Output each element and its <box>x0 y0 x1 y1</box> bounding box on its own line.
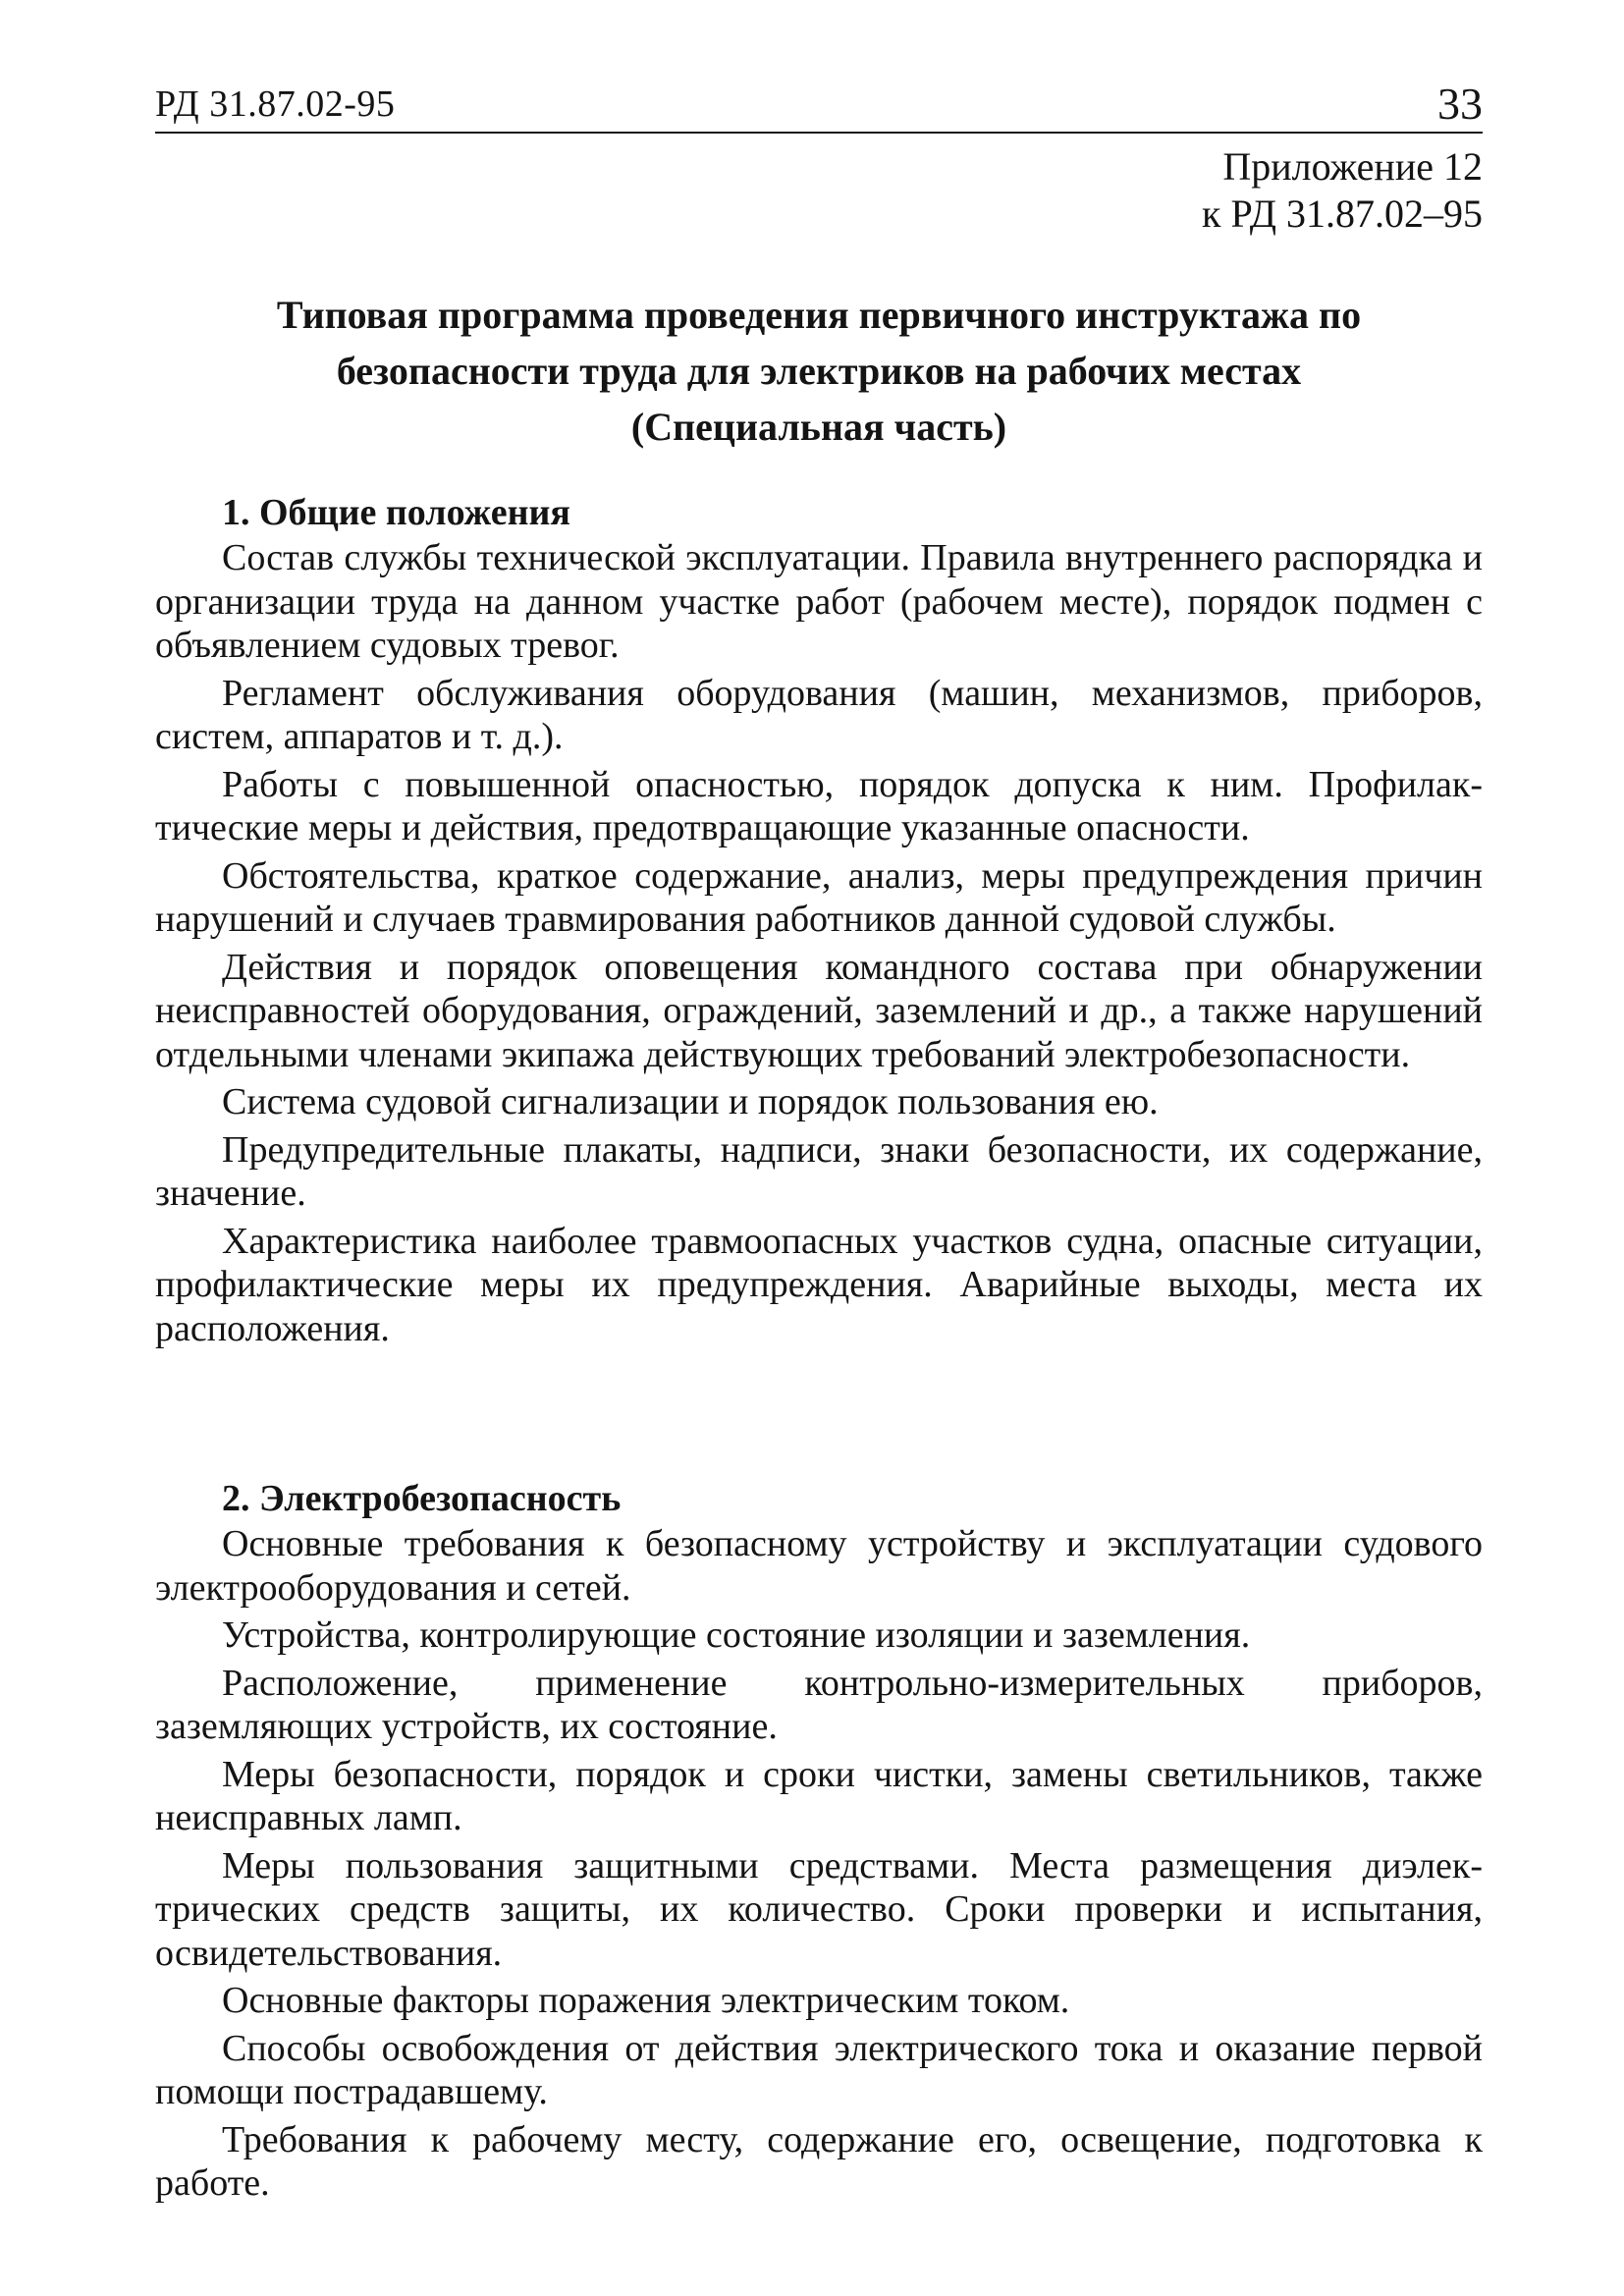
paragraph: Действия и порядок оповещения командного состава при обнаружении неисправностей оборудования, ограждений, заземлений и др., а также нарушений отдельными членами экипажа действующих требований электробезопасности. <box>155 946 1483 1075</box>
paragraph: Основные требования к безопасному устройству и эксплуатации судового электрооборудования и сетей. <box>155 1523 1483 1609</box>
title-line: Типовая программа проведения первичного инструктажа по <box>276 293 1362 337</box>
paragraph: Устройства, контролирующие состояние изоляции и заземления. <box>222 1614 1251 1656</box>
section-electrical-safety <box>155 1477 1483 2210</box>
appendix-label: Приложение 12 <box>1222 144 1483 189</box>
paragraph: Регламент обслуживания оборудования (машин, механизмов, приборов, систем, аппаратов и т. д.). <box>155 672 1483 757</box>
paragraph: Расположение, применение контрольно-измерительных приборов, заземляющих устройств, их состояние. <box>155 1662 1483 1747</box>
paragraph: Способы освобождения от действия электрического тока и оказание первой помощи пострадавшему. <box>155 2027 1483 2112</box>
paragraph: Состав службы технической эксплуатации. Правила внутреннего распорядка и организации труда на данном участке работ (рабочем месте), порядок подмен с объявлением судовых тревог. <box>155 537 1483 666</box>
appendix-reference <box>1202 143 1483 238</box>
paragraph: Основные факторы поражения электрическим током. <box>222 1980 1070 2021</box>
page-number: 33 <box>1437 79 1483 129</box>
paragraph: Работы с повышенной опасностью, порядок допуска к ним. Профилактические меры и действия, предотвращающие указанные опасности. <box>155 763 1483 848</box>
section-heading: 1. Общие положения <box>222 492 570 533</box>
paragraph: Обстоятельства, краткое содержание, анализ, меры предупреждения причин нарушений и случаев травмирования работников данной судовой службы. <box>155 854 1483 940</box>
section-heading: 2. Электробезопасность <box>222 1478 622 1519</box>
paragraph: Характеристика наиболее травмоопасных участков судна, опасные ситуации, профилактические меры их предупреждения. Аварийные выходы, места их расположения. <box>155 1220 1483 1349</box>
paragraph: Система судовой сигнализации и порядок пользования ею. <box>222 1081 1159 1122</box>
section-general-provisions <box>155 491 1483 1354</box>
appendix-doc-reference: к РД 31.87.02–95 <box>1202 191 1483 236</box>
document-code: РД 31.87.02-95 <box>155 83 396 125</box>
paragraph: Требования к рабочему месту, содержание его, освещение, подготовка к работе. <box>155 2118 1483 2204</box>
title-subtitle: (Специальная часть) <box>630 405 1007 449</box>
paragraph: Предупредительные плакаты, надписи, знаки безопасности, их содержание, значение. <box>155 1128 1483 1214</box>
running-header <box>155 71 1483 134</box>
title-line: безопасности труда для электриков на рабочих местах <box>336 349 1302 393</box>
paragraph: Меры пользования защитными средствами. Места размещения диэлектрических средств защиты, их количество. Сроки проверки и испытания, освидетельствования. <box>155 1844 1483 1974</box>
paragraph: Меры безопасности, порядок и сроки чистки, замены светильников, также неисправных ламп. <box>155 1753 1483 1838</box>
document-title <box>155 287 1483 455</box>
